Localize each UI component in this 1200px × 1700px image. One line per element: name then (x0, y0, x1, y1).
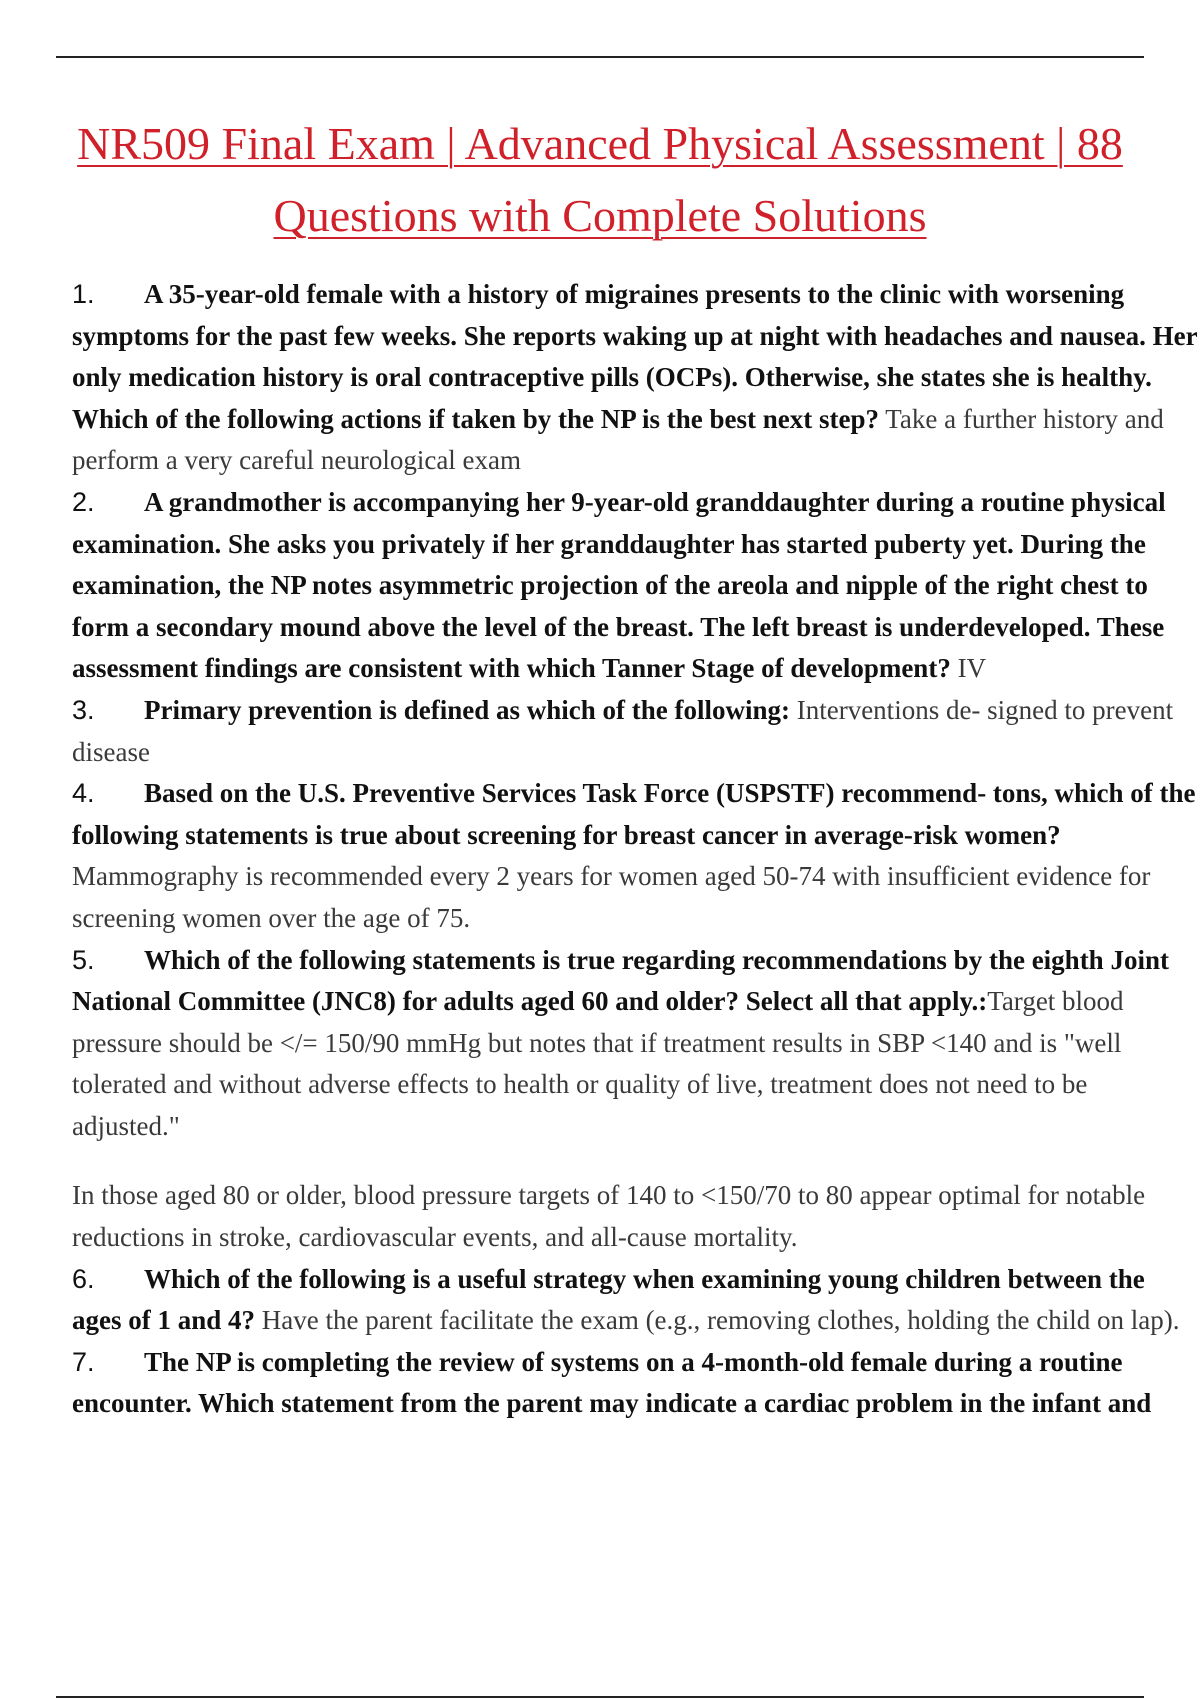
answer-continuation (72, 1175, 1200, 1258)
question-number: 7. (72, 1346, 95, 1377)
question-text: The NP is completing the review of systems on a 4-month-old female during a routine encounter. Which statement from the parent may indicate a cardiac problem in the infant and (72, 1346, 1152, 1419)
question-7 (72, 1342, 1200, 1425)
question-text: A grandmother is accompanying her 9-year-old granddaughter during a routine physical examination. She asks you privately if her granddaughter has started puberty yet. During the examination, the NP notes asymmetric projection of the areola and nipple of the right chest to form a secondary mound above the level of the breast. The left breast is underdeveloped. These assessment findings are consistent with which Tanner Stage of development? (72, 486, 1166, 684)
question-list (72, 274, 1200, 1425)
answer-text: Interventions de- signed to prevent disease (72, 694, 1174, 767)
bottom-rule (56, 1696, 1144, 1698)
question-1 (72, 274, 1200, 482)
title-line-1: NR509 Final Exam | Advanced Physical Assessment | 88 (77, 118, 1123, 169)
question-number: 2. (72, 486, 95, 517)
answer-text: Target blood pressure should be </= 150/90 mmHg but notes that if treatment results in SBP <140 and is "well tolerated and without adverse effects to health or quality of live, treatment does not need to be adjusted." (72, 986, 1124, 1141)
question-text: A 35-year-old female with a history of migraines presents to the clinic with worsening symptoms for the past few weeks. She reports waking up at night with headaches and nausea. Her only medication history is oral contraceptive pills (OCPs). Otherwise, she states she is healthy. Which of the following actions if taken by the NP is the best next step? (72, 279, 1198, 434)
question-6 (72, 1259, 1200, 1342)
question-text: Based on the U.S. Preventive Services Task Force (USPSTF) recommend- tons, which of the following statements is true about screening for breast cancer in average-risk women? (72, 778, 1196, 850)
question-2 (72, 482, 1200, 690)
answer-text: Take a further history and perform a very careful neurological exam (72, 403, 1164, 476)
answer-text: Mammography is recommended every 2 years for women aged 50-74 with insufficient evidence for screening women over the age of 75. (72, 861, 1151, 933)
question-4 (72, 773, 1200, 939)
question-text: Which of the following statements is true regarding recommendations by the eighth Joint National Committee (JNC8) for adults aged 60 and older? Select all that apply.: (72, 944, 1169, 1017)
document-title (40, 108, 1160, 252)
question-5 (72, 940, 1200, 1148)
title-line-2: Questions with Complete Solutions (273, 190, 927, 241)
answer-extra-text: In those aged 80 or older, blood pressure targets of 140 to <150/70 to 80 appear optimal for notable reductions in stroke, cardiovascular events, and all-cause mortality. (72, 1180, 1146, 1253)
question-text: Primary prevention is defined as which of the following: (144, 694, 790, 725)
question-number: 4. (72, 778, 95, 809)
question-3 (72, 690, 1200, 773)
answer-text: IV (957, 653, 987, 684)
question-number: 5. (72, 944, 95, 975)
question-text: Which of the following is a useful strategy when examining young children between the ages of 1 and 4? (72, 1263, 1145, 1336)
question-number: 3. (72, 694, 95, 725)
answer-text: Have the parent facilitate the exam (e.g., removing clothes, holding the child on lap). (261, 1305, 1180, 1336)
top-rule (56, 56, 1144, 58)
question-number: 1. (72, 279, 95, 309)
question-number: 6. (72, 1263, 95, 1294)
